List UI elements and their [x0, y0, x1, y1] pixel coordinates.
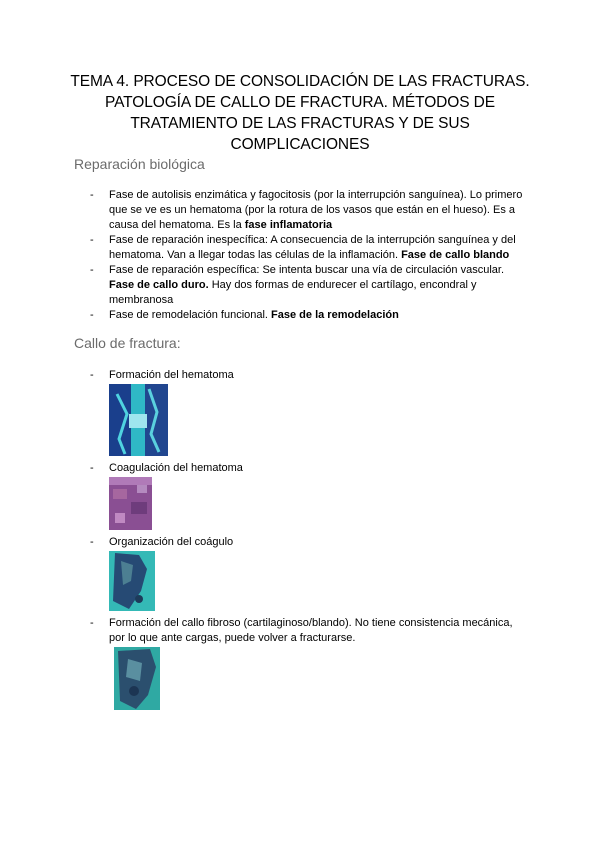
- phase-name: fase inflamatoria: [244, 219, 333, 231]
- list-item: - Formación del callo fibroso (cartilaginoso/blando). No tiene consistencia mecánica, por lo que ante cargas, puede volver a fracturarse.: [90, 616, 530, 646]
- list-item: - Fase de reparación inespecífica: A consecuencia de la interrupción sanguínea y del hematoma. Van a llegar todas las células de la inflamación. Fase de callo blando: [90, 233, 530, 263]
- phase-name: Fase de callo duro.: [109, 279, 209, 291]
- histology-fibrous-callus-image: [114, 647, 160, 710]
- callo-list: [90, 535, 530, 550]
- title-line: PATOLOGÍA DE CALLO DE FRACTURA. MÉTODOS DE: [105, 94, 495, 111]
- title-line: COMPLICACIONES: [230, 136, 370, 153]
- title-line: TEMA 4. PROCESO DE CONSOLIDACIÓN DE LAS FRACTURAS.: [70, 73, 530, 90]
- document-title: [60, 71, 540, 155]
- section-heading-reparacion: Reparación biológica: [74, 156, 205, 172]
- callo-list: [90, 368, 530, 383]
- section-heading-callo: Callo de fractura:: [74, 335, 181, 351]
- histology-coagulation-image: [109, 477, 152, 530]
- list-item: - Fase de remodelación funcional. Fase de la remodelación: [90, 308, 530, 323]
- histology-clot-organization-image: [109, 551, 155, 611]
- histology-hematoma-image: [109, 384, 168, 456]
- list-item: - Coagulación del hematoma: [90, 461, 530, 476]
- phase-name: Fase de la remodelación: [271, 309, 399, 321]
- phase-name: Fase de callo blando: [401, 249, 510, 261]
- list-item: - Formación del hematoma: [90, 368, 530, 383]
- reparacion-list: [90, 188, 530, 323]
- list-item: - Fase de autolisis enzimática y fagocitosis (por la interrupción sanguínea). Lo primero que se ve es un hematoma (por la rotura de los vasos que están en el hueso). Es a causa del hematoma. Es la fase inflamatoria: [90, 188, 530, 233]
- callo-list: [90, 461, 530, 476]
- title-line: TRATAMIENTO DE LAS FRACTURAS Y DE SUS: [130, 115, 470, 132]
- callo-list: [90, 616, 530, 646]
- list-item: - Organización del coágulo: [90, 535, 530, 550]
- list-item: - Fase de reparación específica: Se intenta buscar una vía de circulación vascular. Fase de callo duro. Hay dos formas de endurecer el cartílago, encondral y membranosa: [90, 263, 530, 308]
